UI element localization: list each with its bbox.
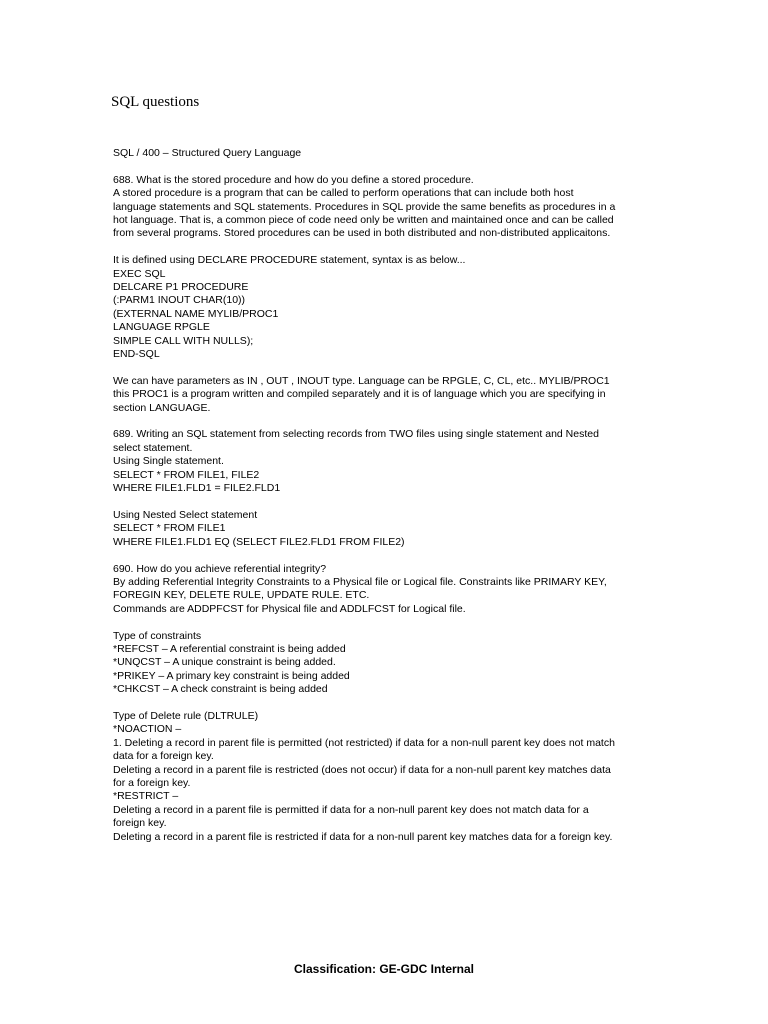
text-line: data for a foreign key. xyxy=(113,750,214,763)
text-line: DELCARE P1 PROCEDURE xyxy=(113,281,249,294)
text-line: 1. Deleting a record in parent file is permitted (not restricted) if data for a non-null parent key does not match xyxy=(113,736,615,749)
text-line: A stored procedure is a program that can be called to perform operations that can include both host xyxy=(113,187,574,200)
text-line: SELECT * FROM FILE1 xyxy=(113,522,226,535)
text-line: By adding Referential Integrity Constraints to a Physical file or Logical file. Constraints like PRIMARY KEY, xyxy=(113,575,607,588)
text-line: *REFCST – A referential constraint is being added xyxy=(113,642,346,655)
text-line: Type of constraints xyxy=(113,629,202,642)
text-line: Deleting a record in a parent file is permitted if data for a non-null parent key does not match data for a xyxy=(113,803,589,816)
paragraph xyxy=(113,375,673,415)
text-line: *CHKCST – A check constraint is being added xyxy=(113,683,328,696)
text-line: FOREGIN KEY, DELETE RULE, UPDATE RULE. ETC. xyxy=(113,589,370,602)
text-line: *UNQCST – A unique constraint is being added. xyxy=(113,656,336,669)
text-line: WHERE FILE1.FLD1 EQ (SELECT FILE2.FLD1 FROM FILE2) xyxy=(113,535,405,548)
paragraph xyxy=(113,710,673,844)
text-line: Commands are ADDPFCST for Physical file and ADDLFCST for Logical file. xyxy=(113,602,466,615)
text-line: for a foreign key. xyxy=(113,776,191,789)
text-line: select statement. xyxy=(113,441,193,454)
text-line: (:PARM1 INOUT CHAR(10)) xyxy=(113,294,246,307)
text-line: LANGUAGE RPGLE xyxy=(113,321,210,334)
text-line: language statements and SQL statements. Procedures in SQL provide the same benefits as procedures in a xyxy=(113,200,616,213)
text-line: *RESTRICT – xyxy=(113,790,179,803)
text-line: Using Nested Select statement xyxy=(113,508,258,521)
text-line: 690. How do you achieve referential integrity? xyxy=(113,562,327,575)
text-line: WHERE FILE1.FLD1 = FILE2.FLD1 xyxy=(113,482,281,495)
text-line: It is defined using DECLARE PROCEDURE statement, syntax is as below... xyxy=(113,254,466,267)
document-body xyxy=(113,147,673,857)
text-line: Deleting a record in a parent file is restricted (does not occur) if data for a non-null parent key matches data xyxy=(113,763,611,776)
text-line: 688. What is the stored procedure and how do you define a stored procedure. xyxy=(113,173,474,186)
text-line: SQL / 400 – Structured Query Language xyxy=(113,147,302,159)
text-line: Deleting a record in a parent file is restricted if data for a non-null parent key matches data for a foreign key. xyxy=(113,830,613,843)
text-line: 689. Writing an SQL statement from selecting records from TWO files using single statement and Nested xyxy=(113,428,599,441)
paragraph xyxy=(113,563,673,617)
paragraph xyxy=(113,509,673,549)
paragraph xyxy=(113,174,673,241)
text-line: Using Single statement. xyxy=(113,455,224,468)
text-line: this PROC1 is a program written and compiled separately and it is of language which you are specifying in xyxy=(113,388,606,401)
paragraph xyxy=(113,254,673,361)
paragraph xyxy=(113,630,673,697)
text-line: SIMPLE CALL WITH NULLS); xyxy=(113,334,254,347)
text-line: EXEC SQL xyxy=(113,267,166,280)
text-line: *NOACTION – xyxy=(113,723,182,736)
page-title: SQL questions xyxy=(111,94,200,110)
text-line: section LANGUAGE. xyxy=(113,401,211,414)
text-line: Type of Delete rule (DLTRULE) xyxy=(113,709,259,722)
text-line: END-SQL xyxy=(113,348,160,361)
text-line: *PRIKEY – A primary key constraint is being added xyxy=(113,669,350,682)
paragraph xyxy=(113,147,673,160)
text-line: (EXTERNAL NAME MYLIB/PROC1 xyxy=(113,307,279,320)
text-line: hot language. That is, a common piece of code need only be written and maintained once and can be called xyxy=(113,214,614,227)
paragraph xyxy=(113,428,673,495)
text-line: SELECT * FROM FILE1, FILE2 xyxy=(113,468,260,481)
classification-footer: Classification: GE-GDC Internal xyxy=(293,962,475,976)
text-line: foreign key. xyxy=(113,817,167,830)
text-line: from several programs. Stored procedures can be used in both distributed and non-distributed applicaitons. xyxy=(113,227,611,240)
text-line: We can have parameters as IN , OUT , INOUT type. Language can be RPGLE, C, CL, etc.. MYLIB/PROC1 xyxy=(113,374,610,387)
